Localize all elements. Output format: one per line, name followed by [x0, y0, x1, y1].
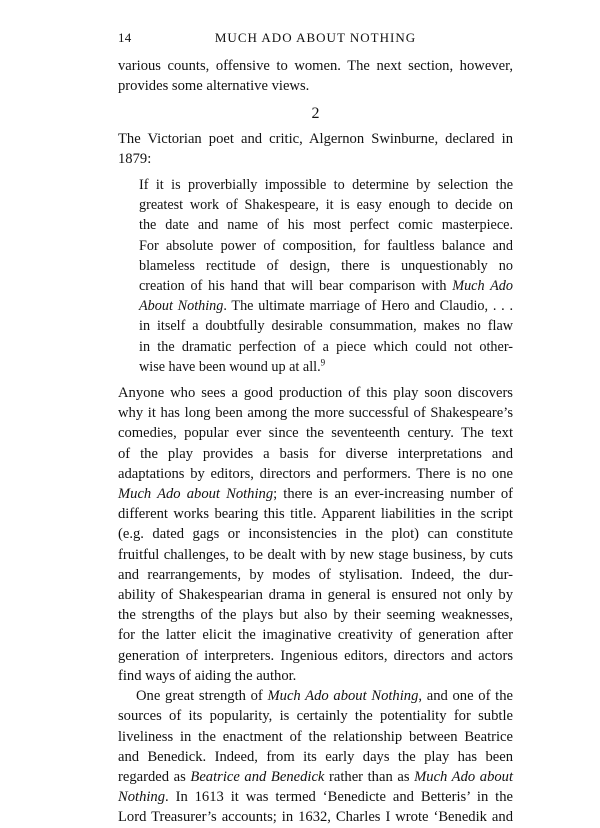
- quote-line: the date and name of his most perfect comic masterpiece.: [139, 217, 513, 234]
- text-line: comedies, popular ever since the seventeenth century. The text: [118, 425, 513, 442]
- text-line: Anyone who sees a good production of this play soon discovers: [118, 385, 513, 402]
- text-segment: ; there is an ever-increasing number of: [273, 486, 513, 503]
- text-line: Lord Treasurer’s accounts; in 1632, Charles I wrote ‘Benedik and: [118, 809, 513, 826]
- text-segment: One great strength of: [136, 688, 268, 705]
- text-line: [118, 686, 513, 706]
- running-title: MUCH ADO ABOUT NOTHING: [214, 30, 417, 45]
- paragraph-production: [118, 383, 513, 686]
- text-line: 1879:: [118, 150, 152, 167]
- play-title: Much Ado: [452, 278, 513, 295]
- play-title: Beatrice and Benedick: [190, 768, 325, 785]
- quote-text: creation of his hand that will bear comparison with: [139, 278, 453, 295]
- text-line: why it has long been among the more successful of Shakespeare’s: [118, 405, 513, 422]
- page-number: 14: [118, 30, 132, 45]
- play-title: Much Ado about Nothing: [118, 486, 274, 503]
- text-line: adaptations by editors, directors and performers. There is no one: [118, 465, 513, 482]
- play-title: Much Ado about Nothing: [267, 688, 419, 705]
- quote-line: [139, 357, 513, 377]
- text-segment: , and one of the: [418, 688, 513, 705]
- section-number: 2: [311, 105, 320, 123]
- text-line: The Victorian poet and critic, Algernon Swinburne, declared in: [118, 130, 513, 147]
- paragraph-intro-quote: [118, 129, 513, 169]
- quote-line: For absolute power of composition, for faultless balance and: [139, 237, 513, 254]
- paragraph-continued: [118, 56, 513, 96]
- quote-line: [139, 296, 513, 316]
- text-line: [118, 787, 513, 807]
- page-body: [118, 56, 513, 828]
- text-segment: . In 1613 it was termed ‘Benedicte and Betteris’ in the: [165, 789, 513, 806]
- text-line: various counts, offensive to women. The next section, however,: [118, 58, 513, 74]
- text-line: liveliness in the enactment of the relationship between Beatrice: [118, 728, 513, 745]
- quote-line: If it is proverbially impossible to determine by selection the: [139, 177, 513, 194]
- quote-line: greatest work of Shakespeare, it is easy enough to decide on: [139, 197, 513, 214]
- text-line: [118, 484, 513, 504]
- text-line: different works bearing this title. Apparent liabilities in the script: [118, 506, 513, 523]
- text-line: for the latter elicit the imaginative creativity of generation after: [118, 627, 513, 644]
- quote-line: in the dramatic perfection of a piece which could not other-: [139, 338, 513, 355]
- page-header: [118, 30, 513, 50]
- quote-text: wise have been wound up at all.: [139, 358, 321, 375]
- text-line: [118, 767, 513, 787]
- text-line: generation of interpreters. Ingenious editors, directors and actors: [118, 647, 513, 664]
- quote-line: blameless rectitude of design, there is unquestionably no: [139, 257, 513, 274]
- text-line: provides some alternative views.: [118, 78, 310, 95]
- text-line: and Benedick. Indeed, from its early days the play has been: [118, 748, 513, 765]
- text-segment: regarded as: [118, 768, 191, 785]
- text-line: ability of Shakespearian drama in general is ensured not only by: [118, 587, 513, 604]
- block-quote: [139, 175, 513, 377]
- quote-line: in itself a doubtfully desirable consummation, makes no flaw: [139, 318, 513, 335]
- play-title: About Nothing: [139, 298, 224, 315]
- quote-line: [139, 276, 513, 296]
- text-line: (e.g. dated gags or inconsistencies in the plot) can constitute: [118, 526, 513, 543]
- quote-text: . The ultimate marriage of Hero and Claudio, . . .: [223, 298, 513, 315]
- text-segment: rather than as: [324, 768, 415, 785]
- text-line: the strengths of the plays but also by their seeming weaknesses,: [118, 607, 513, 624]
- text-line: sources of its popularity, is certainly the potentiality for subtle: [118, 708, 513, 725]
- footnote-marker: 9: [320, 357, 326, 368]
- text-line: fruitful challenges, to be dealt with by new stage business, by cuts: [118, 546, 513, 563]
- text-line: and rearrangements, by modes of stylisation. Indeed, the dur-: [118, 566, 513, 583]
- text-line: find ways of aiding the author.: [118, 667, 297, 684]
- text-line: of the play provides a basis for diverse interpretations and: [118, 445, 513, 462]
- play-title: Nothing: [118, 789, 166, 806]
- play-title: Much Ado about: [414, 768, 514, 785]
- paragraph-beatrice-benedick: [118, 686, 513, 827]
